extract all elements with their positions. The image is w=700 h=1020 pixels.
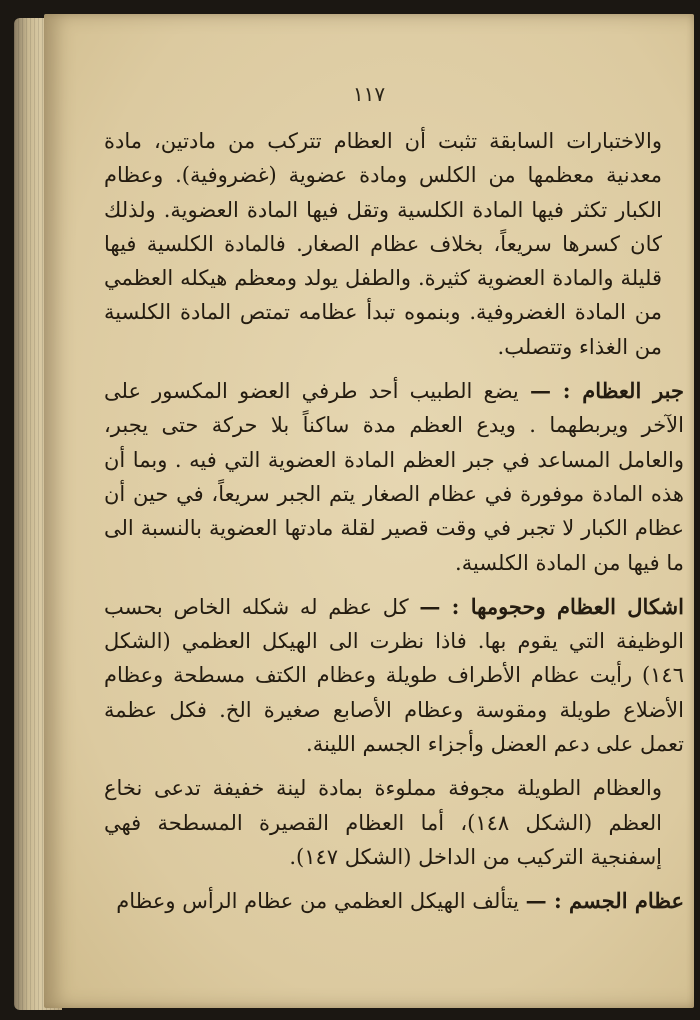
paragraph-2-body: يضع الطبيب أحد طرفي العضو المكسور على الآخر ويربطهما . ويدع العظم مدة ساكناً بلا حركة حتى يجبر، والعامل المساعد في جبر العظم المادة العضوية التي فيه . وبما أن هذه المادة موفورة في عظام الصغار يتم الجبر سريعاً، في حين أن عظام الكبار لا تجبر في وقت قصير لقلة مادتها العضوية بالنسبة الى ما فيها من المادة الكلسية. — [104, 379, 684, 575]
paragraph-bone-composition — [104, 124, 684, 364]
paragraph-body-bones — [104, 884, 684, 918]
paragraph-bone-setting — [104, 374, 684, 580]
paragraph-4-body: والعظام الطويلة مجوفة مملوءة بمادة لينة خفيفة تدعى نخاع العظم (الشكل ١٤٨)، أما العظام القصيرة المسطحة فهي إسفنجية التركيب من الداخل (الشكل ١٤٧). — [104, 776, 663, 869]
paragraph-1-body: والاختبارات السابقة تثبت أن العظام تتركب من مادتين، مادة معدنية معظمها من الكلس ومادة عضوية (غضروفية). وعظام الكبار تكثر فيها المادة الكلسية وتقل فيها المادة العضوية. ولذلك كان كسرها سريعاً، بخلاف عظام الصغار. فالمادة الكلسية فيها قليلة والمادة العضوية كثيرة. والطفل يولد ومعظم هيكله العظمي من المادة الغضروفية. وبنموه تبدأ عظامه تمتص المادة الكلسية من الغذاء وتتصلب. — [104, 129, 662, 359]
page-number: ١١٧ — [352, 82, 386, 106]
paragraph-long-bones — [104, 771, 684, 874]
section-title-body-bones: عظام الجسم : — — [525, 888, 684, 914]
section-title-bone-shapes: اشكال العظام وحجومها : — — [419, 593, 684, 619]
paragraph-5-body: يتألف الهيكل العظمي من عظام الرأس وعظام — [116, 889, 519, 914]
section-title-bone-setting: جبر العظام : — — [529, 378, 684, 404]
paragraph-bone-shapes — [104, 590, 684, 761]
page-body-text — [104, 124, 684, 919]
paragraph-3-body: كل عظم له شكله الخاص بحسب الوظيفة التي يقوم بها. فاذا نظرت الى الهيكل العظمي (الشكل ١٤٦) رأيت عظام الأطراف طويلة وعظام الكتف مسطحة وعظام الأضلاع طويلة ومقوسة وعظام الأصابع صغيرة الخ. فكل عظمة تعمل على دعم العضل وأجزاء الجسم اللينة. — [104, 594, 684, 757]
book-page — [44, 14, 694, 1008]
